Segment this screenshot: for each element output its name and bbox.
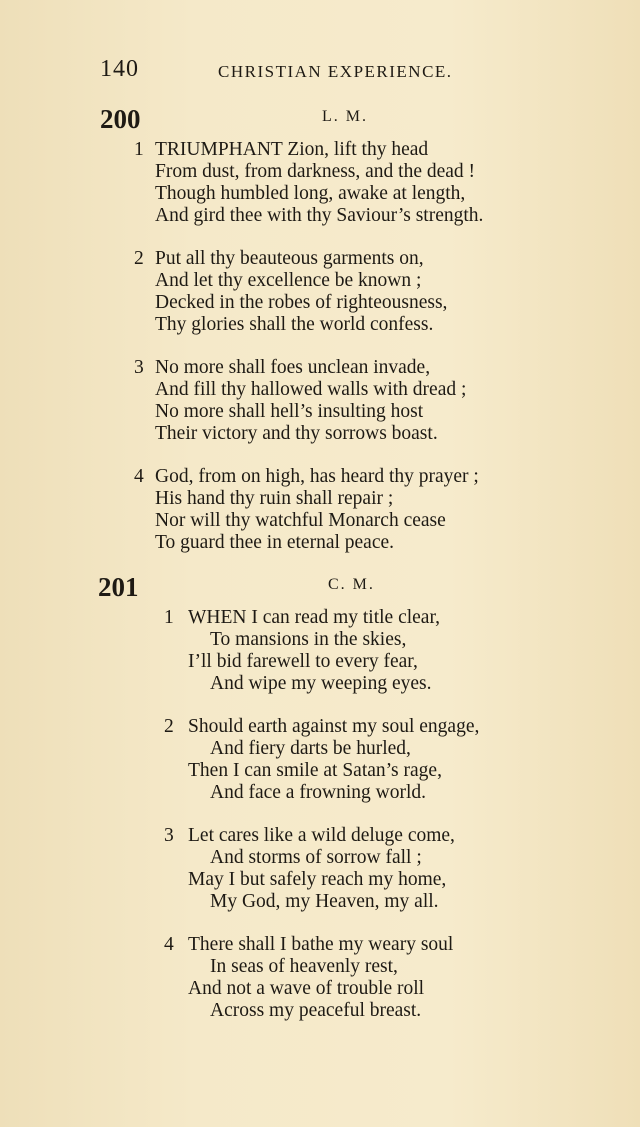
stanza-number: 3 (134, 357, 144, 378)
verse-line: My God, my Heaven, my all. (210, 891, 439, 912)
verse-line: WHEN I can read my title clear, (188, 607, 441, 628)
stanza-number: 4 (134, 466, 144, 487)
verse-line: To guard thee in eternal peace. (155, 532, 395, 553)
hymn-number: 201 (98, 572, 139, 602)
hymn-meter: C. M. (328, 576, 375, 593)
verse-line: Though humbled long, awake at length, (155, 183, 466, 204)
hymn-number: 200 (100, 104, 141, 134)
verse-line: And face a frowning world. (210, 782, 427, 803)
verse-line: May I but safely reach my home, (188, 869, 447, 890)
verse-line: No more shall foes unclean invade, (155, 357, 431, 378)
verse-line: Across my peaceful breast. (210, 1000, 422, 1021)
verse-line: And storms of sorrow fall ; (210, 847, 422, 868)
verse-line: Thy glories shall the world confess. (155, 314, 434, 335)
verse-line: And let thy excellence be known ; (155, 270, 422, 291)
verse-line: Then I can smile at Satan’s rage, (188, 760, 442, 781)
verse-line: From dust, from darkness, and the dead ! (155, 161, 476, 182)
verse-line: Should earth against my soul engage, (188, 716, 480, 737)
verse-line: And fill thy hallowed walls with dread ; (155, 379, 467, 400)
verse-line: And wipe my weeping eyes. (210, 673, 432, 694)
stanza-number: 1 (164, 607, 174, 628)
verse-line: Nor will thy watchful Monarch cease (155, 510, 446, 531)
verse-line: Their victory and thy sorrows boast. (155, 423, 438, 444)
page-number: 140 (100, 56, 139, 82)
verse-line: In seas of heavenly rest, (210, 956, 398, 977)
verse-line: And not a wave of trouble roll (188, 978, 425, 999)
verse-line: I’ll bid farewell to every fear, (188, 651, 418, 672)
verse-line: No more shall hell’s insulting host (155, 401, 424, 422)
page-header (100, 56, 500, 86)
verse-line: TRIUMPHANT Zion, lift thy head (155, 139, 429, 160)
running-head: CHRISTIAN EXPERIENCE. (218, 62, 453, 81)
hymn-meter: L. M. (322, 108, 368, 125)
verse-line: God, from on high, has heard thy prayer ; (155, 466, 479, 487)
stanza-number: 4 (164, 934, 174, 955)
verse-line: Decked in the robes of righteousness, (155, 292, 448, 313)
stanza-number: 1 (134, 139, 144, 160)
stanza-number: 3 (164, 825, 174, 846)
verse-line: There shall I bathe my weary soul (188, 934, 454, 955)
verse-line: And fiery darts be hurled, (210, 738, 411, 759)
verse-line: Let cares like a wild deluge come, (188, 825, 455, 846)
stanza-number: 2 (164, 716, 174, 737)
verse-line: And gird thee with thy Saviour’s strength. (155, 205, 484, 226)
verse-line: His hand thy ruin shall repair ; (155, 488, 394, 509)
verse-line: To mansions in the skies, (210, 629, 407, 650)
stanza-number: 2 (134, 248, 144, 269)
verse-line: Put all thy beauteous garments on, (155, 248, 424, 269)
